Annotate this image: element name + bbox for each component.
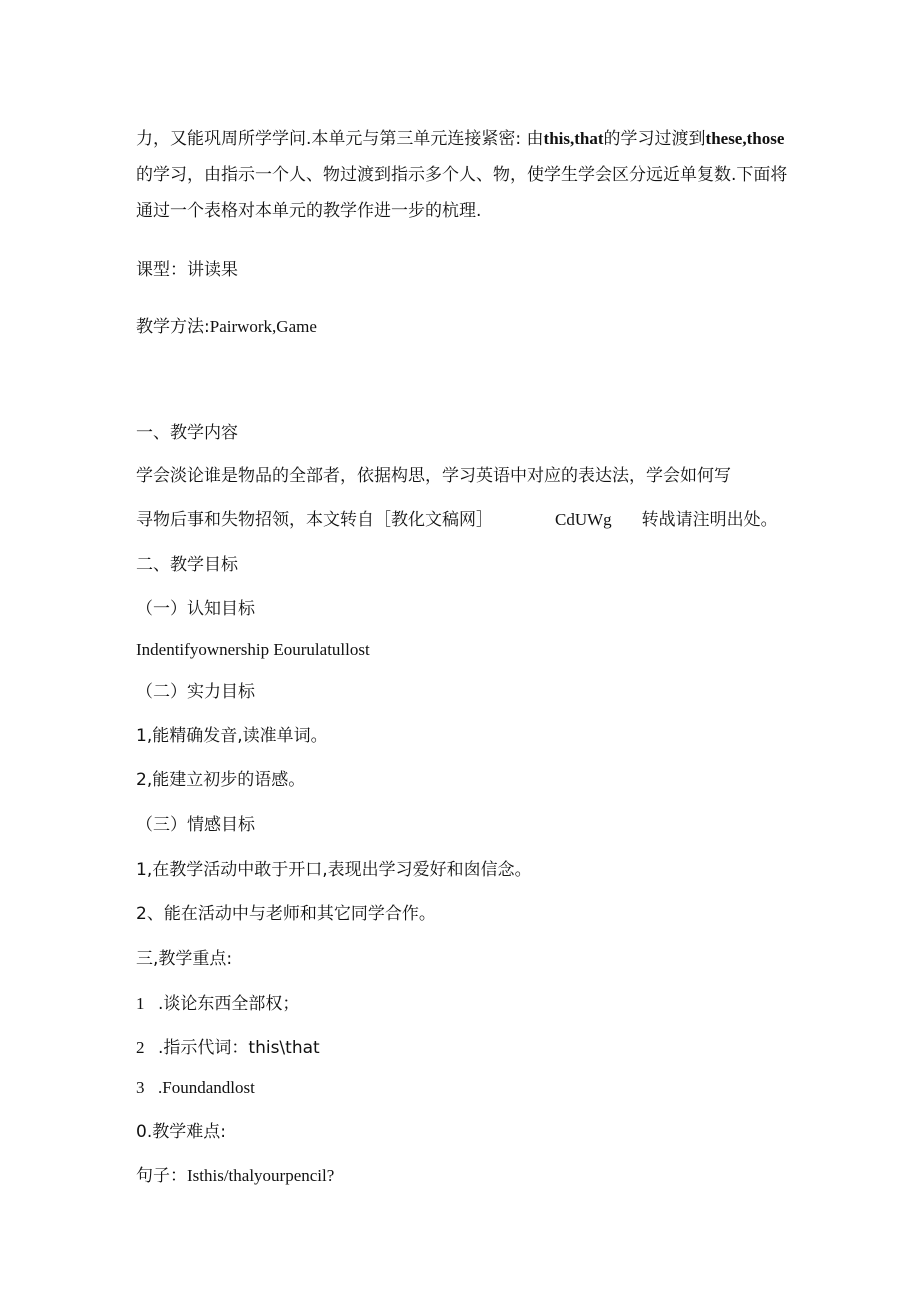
difficulty-sentence-label: 句子： [136, 1166, 187, 1186]
content-text: 寻物后事和失物招领，本文转自［教化文稿网］ [136, 510, 493, 530]
subheading-emotion: （三）情感目标 [136, 815, 255, 835]
section-heading-content: 一、教学内容 [136, 423, 238, 443]
emotion-item-2: 2、能在活动中与老师和其它同学合作。 [136, 904, 436, 924]
keypoint-item [136, 992, 299, 1016]
keypoint-text: .谈论东西全部权； [158, 994, 300, 1014]
keypoint-item [136, 1036, 320, 1060]
emotion-item-1: 1,在教学活动中敢于开口,表现出学习爱好和囱信念。 [136, 860, 532, 880]
ability-item-1: 1,能精确发音,读准单词。 [136, 726, 328, 746]
intro-line-3: 通过一个表格对本单元的教学作进一步的杭理. [136, 201, 482, 221]
ability-item-2: 2,能建立初步的语感。 [136, 770, 306, 790]
section-heading-difficulty: 0.教学难点: [136, 1122, 226, 1142]
intro-keyword-this-that: this,that [543, 129, 604, 148]
intro-line-2: 的学习，由指示一个人、物过渡到指示多个人、物，使学生学会区分远近单复数.下面将 [136, 165, 788, 185]
keypoint-item [136, 1076, 255, 1100]
content-code: CdUWg [555, 510, 612, 529]
lesson-type [136, 258, 238, 282]
content-text: 转战请注明出处。 [641, 510, 778, 530]
section-heading-keypoints: 三,教学重点: [136, 949, 233, 969]
keypoint-number: 3 [136, 1078, 145, 1097]
keypoint-number: 1 [136, 994, 145, 1013]
teaching-method-value: Pairwork,Game [209, 317, 317, 336]
teaching-method-label: 教学方法: [136, 317, 210, 337]
cognitive-text: Indentifyownership Eourulatullost [136, 640, 370, 659]
teaching-method [136, 315, 317, 339]
keypoint-text: .指示代词：this\that [158, 1038, 320, 1058]
intro-text: 的学习过渡到 [603, 129, 706, 149]
content-paragraph-2 [136, 508, 778, 532]
intro-text: 力，又能巩周所学学问.本单元与第三单元连接紧密: 由 [136, 129, 544, 149]
content-paragraph-1: 学会淡论谁是物品的全部者，依据构思，学习英语中对应的表达法，学会如何写 [136, 466, 731, 486]
keypoint-text: .Foundandlost [158, 1078, 255, 1097]
section-heading-goals: 二、教学目标 [136, 555, 238, 575]
lesson-type-label: 课型： [136, 260, 187, 280]
difficulty-sentence-text: Isthis/thalyourpencil? [187, 1166, 335, 1185]
difficulty-sentence [136, 1164, 334, 1188]
intro-line-1 [136, 127, 784, 151]
keypoint-number: 2 [136, 1038, 145, 1057]
intro-keyword-these-those: these,those [705, 129, 785, 148]
lesson-type-value: 讲读果 [187, 260, 238, 280]
subheading-cognitive: （一）认知目标 [136, 599, 255, 619]
subheading-ability: （二）实力目标 [136, 682, 255, 702]
